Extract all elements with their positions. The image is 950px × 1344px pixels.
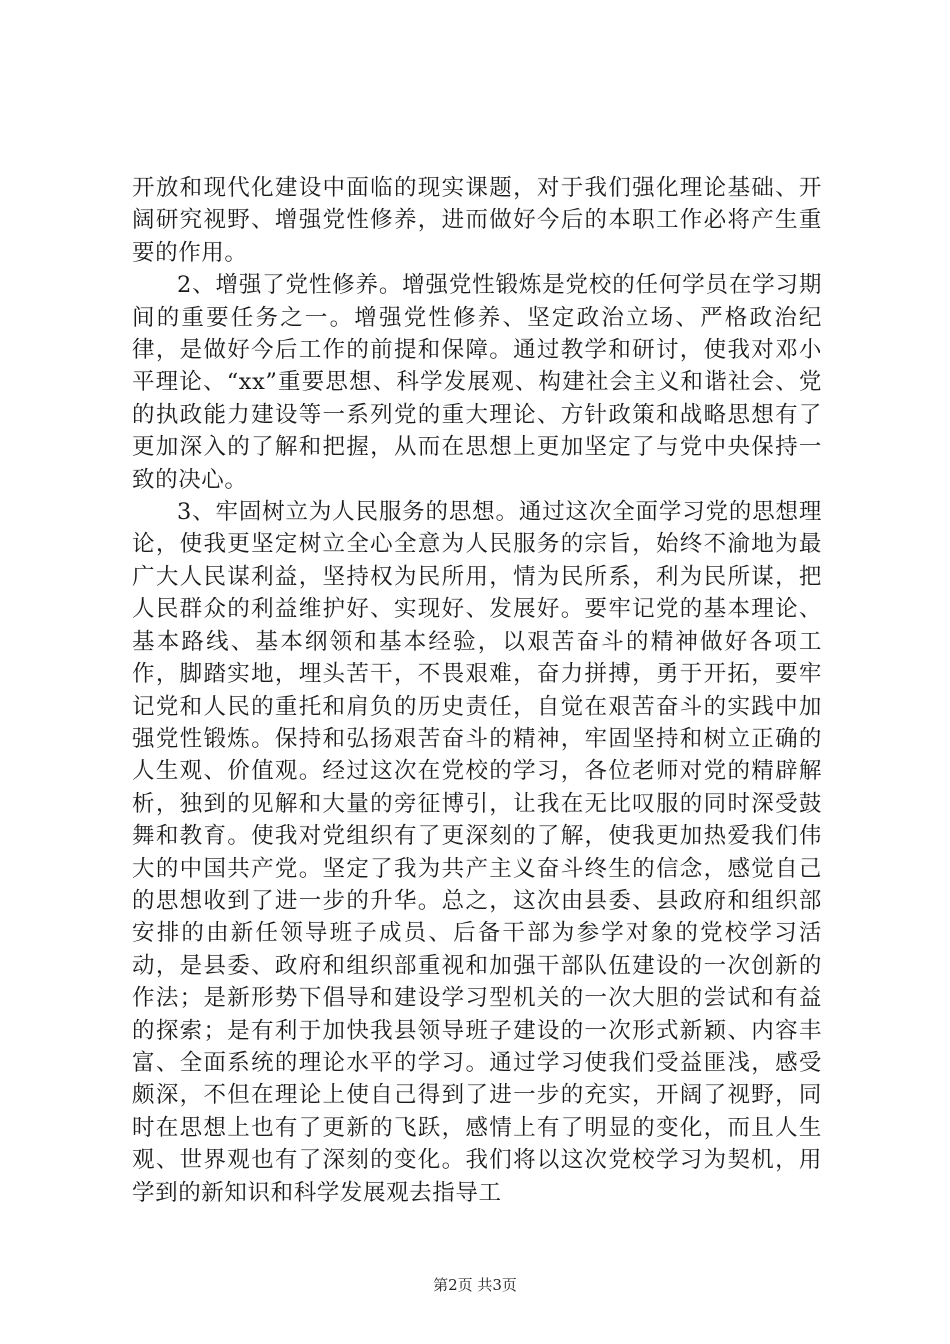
paragraph-continuation: 开放和现代化建设中面临的现实课题，对于我们强化理论基础、开阔研究视野、增强党性修养，进而做好今后的本职工作必将产生重要的作用。: [132, 175, 822, 266]
paragraph-serve-people: 3、牢固树立为人民服务的思想。通过这次全面学习党的思想理论，使我更坚定树立全心全意为人民服务的宗旨，始终不渝地为最广大人民谋利益，坚持权为民所用，情为民所系，利为民所谋，把人民群众的利益维护好、实现好、发展好。要牢记党的基本理论、基本路线、基本纲领和基本经验，以艰苦奋斗的精神做好各项工作，脚踏实地，埋头苦干，不畏艰难，奋力拼搏，勇于开拓，要牢记党和人民的重托和肩负的历史责任，自觉在艰苦奋斗的实践中加强党性锻炼。保持和弘扬艰苦奋斗的精神，牢固坚持和树立正确的人生观、价值观。经过这次在党校的学习，各位老师对党的精辟解析，独到的见解和大量的旁征博引，让我在无比叹服的同时深受鼓舞和教育。使我对党组织有了更深刻的了解，使我更加热爱我们伟大的中国共产党。坚定了我为共产主义奋斗终生的信念，感觉自己的思想收到了进一步的升华。总之，这次由县委、县政府和组织部安排的由新任领导班子成员、后备干部为参学对象的党校学习活动，是县委、政府和组织部重视和加强干部队伍建设的一次创新的作法；是新形势下倡导和建设学习型机关的一次大胆的尝试和有益的探索；是有利于加快我县领导班子建设的一次形式新颖、内容丰富、全面系统的理论水平的学习。通过学习使我们受益匪浅，感受颇深，不但在理论上使自己得到了进一步的充实，开阔了视野，同时在思想上也有了更新的飞跃，感情上有了明显的变化，而且人生观、世界观也有了深刻的变化。我们将以这次党校学习为契机，用学到的新知识和科学发展观去指导工: [132, 499, 822, 1206]
body-text: [132, 172, 822, 1209]
page-number-footer: 第2页 共3页: [433, 1276, 517, 1294]
paragraph-party-spirit: 2、增强了党性修养。增强党性锻炼是党校的任何学员在学习期间的重要任务之一。增强党性修养、坚定政治立场、严格政治纪律，是做好今后工作的前提和保障。通过教学和研讨，使我对邓小平理论、“xx”重要思想、科学发展观、构建社会主义和谐社会、党的执政能力建设等一系列党的重大理论、方针政策和战略思想有了更加深入的了解和把握，从而在思想上更加坚定了与党中央保持一致的决心。: [132, 272, 822, 493]
